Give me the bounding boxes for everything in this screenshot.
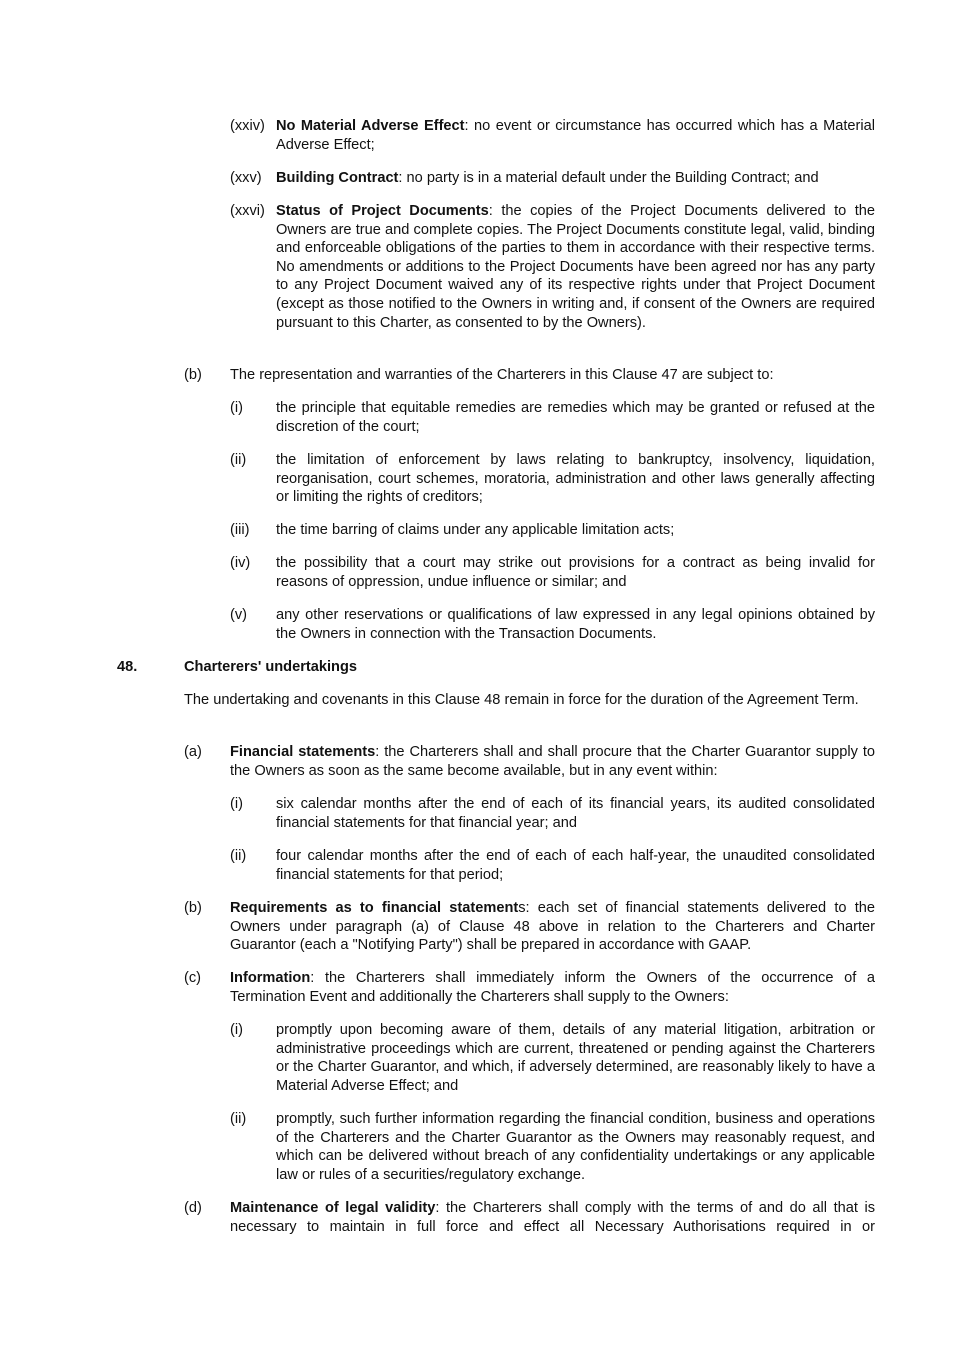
b-item-label-iv: (iv): [230, 555, 251, 571]
c-item-i-text: promptly upon becoming aware of them, details of any material litigation, arbitration or administrative proceedings which are current, threatened or pending against the Charterers or the Charter Guarantor, and which, if adversely determined, are reasonably likely to have a Material Adverse Effect; and: [276, 1022, 875, 1094]
a-item-ii-text: four calendar months after the end of each of each half-year, the unaudited consolidated financial statements for that period;: [276, 848, 875, 883]
b-item-label-i: (i): [230, 400, 243, 416]
clause48-a-text: Financial statements: the Charterers shall and shall procure that the Charter Guarantor supply to the Owners as soon as the same become available, but in any event within:: [230, 744, 875, 779]
clause48-d-text: Maintenance of legal validity: the Charterers shall comply with the terms of and do all that is necessary to maintain in full force and effect all Necessary Authorisations required in or: [230, 1200, 876, 1235]
a-item-label-ii: (ii): [230, 848, 247, 864]
item-xxv-heading: Building Contract: [276, 170, 399, 186]
clause47-b-text: The representation and warranties of the Charterers in this Clause 47 are subject to:: [230, 367, 774, 383]
b-item-label-iii: (iii): [230, 522, 250, 538]
item-xxvi-text: Status of Project Documents: the copies of the Project Documents delivered to the Owners are true and complete copies. The Project Documents constitute legal, valid, binding and enforceable obligations of the parties to them in accordance with their respective terms. No amendments or additions to the Project Documents have been agreed nor has any party to any Project Document waived any of its respective rights under that Project Document (except as those notified to the Owners in writing and, if consent of the Owners are required pursuant to this Charter, as consented to by the Owners).: [276, 203, 876, 331]
item-label-xxiv: (xxiv): [230, 118, 265, 134]
clause48-a-label: (a): [184, 744, 202, 760]
b-item-label-v: (v): [230, 607, 248, 623]
clause48-c-text: Information: the Charterers shall immediately inform the Owners of the occurrence of a Termination Event and additionally the Charterers shall supply to the Owners:: [230, 970, 876, 1005]
clause48-intro: The undertaking and covenants in this Clause 48 remain in force for the duration of the Agreement Term.: [184, 692, 859, 708]
a-item-label-i: (i): [230, 796, 243, 812]
c-item-ii-text: promptly, such further information regarding the financial condition, business and operations of the Charterers and the Charter Guarantor as the Owners may reasonably request, and which can be delivered without breach of any confidentiality undertakings or any applicable law or rules of a securities/regulatory exchange.: [276, 1111, 875, 1183]
clause48-b-text: Requirements as to financial statements: each set of financial statements delivered to the Owners under paragraph (a) of Clause 48 above in relation to the Charterers and Charter Guarantor (each a "Notifying Party") shall be prepared in accordance with GAAP.: [230, 900, 875, 954]
item-label-xxvi: (xxvi): [230, 203, 265, 219]
clause48-b-heading: Requirements as to financial statement: [230, 900, 519, 916]
clause48-b-label: (b): [184, 900, 202, 916]
clause48-c-label: (c): [184, 970, 202, 986]
b-item-iv-text: the possibility that a court may strike out provisions for a contract as being invalid for reasons of oppression, undue influence or similar; and: [276, 555, 875, 590]
item-label-xxv: (xxv): [230, 170, 262, 186]
c-item-label-i: (i): [230, 1022, 243, 1038]
b-item-iii-text: the time barring of claims under any applicable limitation acts;: [276, 522, 675, 538]
b-item-i-text: the principle that equitable remedies are remedies which may be granted or refused at the discretion of the court;: [276, 400, 875, 435]
b-item-ii-text: the limitation of enforcement by laws relating to bankruptcy, insolvency, liquidation, reorganisation, court schemes, moratoria, administration and other laws generally affecting or limiting the rights of creditors;: [276, 452, 875, 506]
clause48-c-heading: Information: [230, 970, 311, 986]
a-item-i-text: six calendar months after the end of each of its financial years, its audited consolidated financial statements for that financial year; and: [276, 796, 875, 831]
c-item-label-ii: (ii): [230, 1111, 247, 1127]
item-xxv-text: Building Contract: no party is in a material default under the Building Contract; and: [276, 170, 819, 186]
clause48-d-heading: Maintenance of legal validity: [230, 1200, 436, 1216]
clause48-d-label: (d): [184, 1200, 202, 1216]
clause48-a-heading: Financial statements: [230, 744, 376, 760]
item-xxvi-heading: Status of Project Documents: [276, 203, 489, 219]
b-item-label-ii: (ii): [230, 452, 247, 468]
item-xxiv-text: No Material Adverse Effect: no event or circumstance has occurred which has a Material Adverse Effect;: [276, 118, 876, 153]
clause47-b-label: (b): [184, 367, 202, 383]
b-item-v-text: any other reservations or qualifications of law expressed in any legal opinions obtained by the Owners in connection with the Transaction Documents.: [276, 607, 875, 642]
clause48-title: Charterers' undertakings: [184, 659, 357, 675]
clause48-number: 48.: [117, 659, 138, 675]
item-xxiv-heading: No Material Adverse Effect: [276, 118, 465, 134]
